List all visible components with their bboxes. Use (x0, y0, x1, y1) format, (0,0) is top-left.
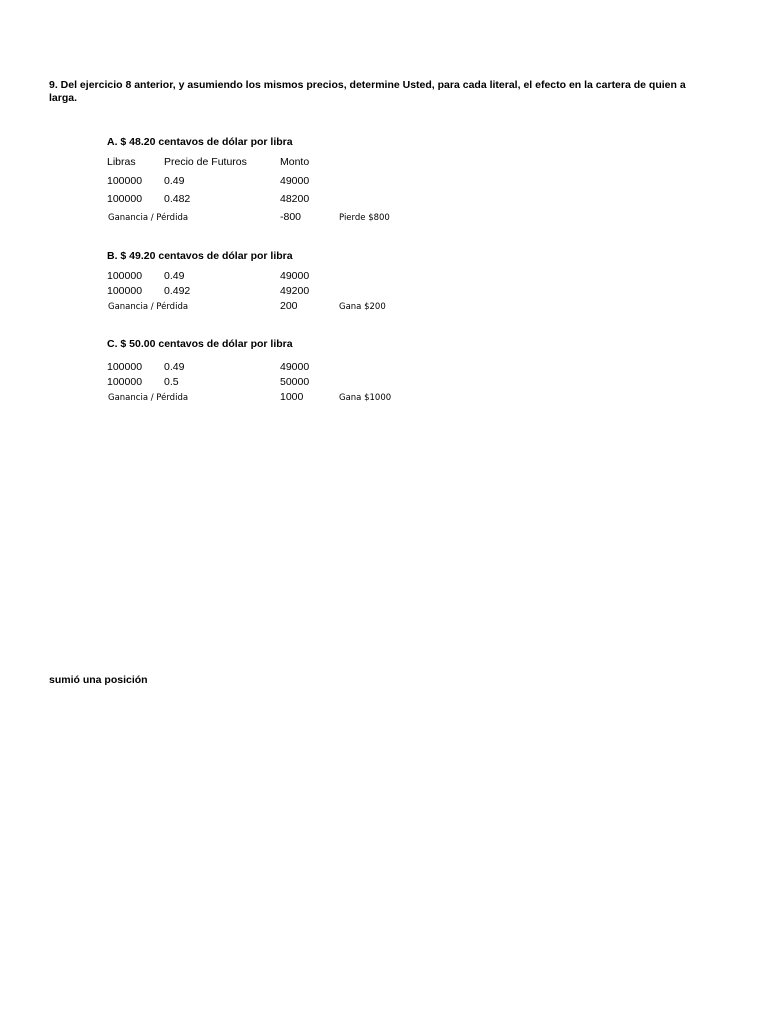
section-b-title: B. $ 49.20 centavos de dólar por libra (107, 250, 293, 262)
b-result-note: Gana $200 (339, 302, 386, 312)
a-row1-precio: 0.49 (164, 175, 185, 187)
c-row1-libras: 100000 (107, 361, 143, 373)
a-result-note: Pierde $800 (339, 213, 390, 223)
b-row2-precio: 0.492 (164, 285, 191, 297)
c-result-note: Gana $1000 (339, 393, 392, 403)
c-row1-precio: 0.49 (164, 361, 185, 373)
header-monto: Monto (280, 156, 310, 168)
section-c-title: C. $ 50.00 centavos de dólar por libra (107, 338, 293, 350)
c-result-label: Ganancia / Pérdida (108, 393, 189, 403)
header-precio-futuros: Precio de Futuros (164, 156, 247, 168)
c-result-value: 1000 (280, 391, 304, 403)
b-result-value: 200 (280, 300, 298, 312)
b-row1-libras: 100000 (107, 270, 143, 282)
b-row1-monto: 49000 (280, 270, 310, 282)
question-line-2: larga. (49, 92, 78, 104)
c-row2-monto: 50000 (280, 376, 310, 388)
a-result-label: Ganancia / Pérdida (108, 213, 189, 223)
header-libras: Libras (107, 156, 136, 168)
question-line-1: 9. Del ejercicio 8 anterior, y asumiendo los mismos precios, determine Usted, para cada literal, el efecto en la cartera de quien a (49, 79, 686, 91)
b-row1-precio: 0.49 (164, 270, 185, 282)
c-row2-libras: 100000 (107, 376, 143, 388)
c-row2-precio: 0.5 (164, 376, 179, 388)
b-row2-monto: 49200 (280, 285, 310, 297)
b-result-label: Ganancia / Pérdida (108, 302, 189, 312)
a-result-value: -800 (280, 211, 302, 223)
c-row1-monto: 49000 (280, 361, 310, 373)
a-row2-precio: 0.482 (164, 193, 191, 205)
section-a-title: A. $ 48.20 centavos de dólar por libra (107, 136, 293, 148)
question-text (49, 79, 699, 105)
b-row2-libras: 100000 (107, 285, 143, 297)
a-row2-libras: 100000 (107, 193, 143, 205)
continuation-text: sumió una posición (49, 674, 148, 686)
a-row1-libras: 100000 (107, 175, 143, 187)
a-row2-monto: 48200 (280, 193, 310, 205)
a-row1-monto: 49000 (280, 175, 310, 187)
